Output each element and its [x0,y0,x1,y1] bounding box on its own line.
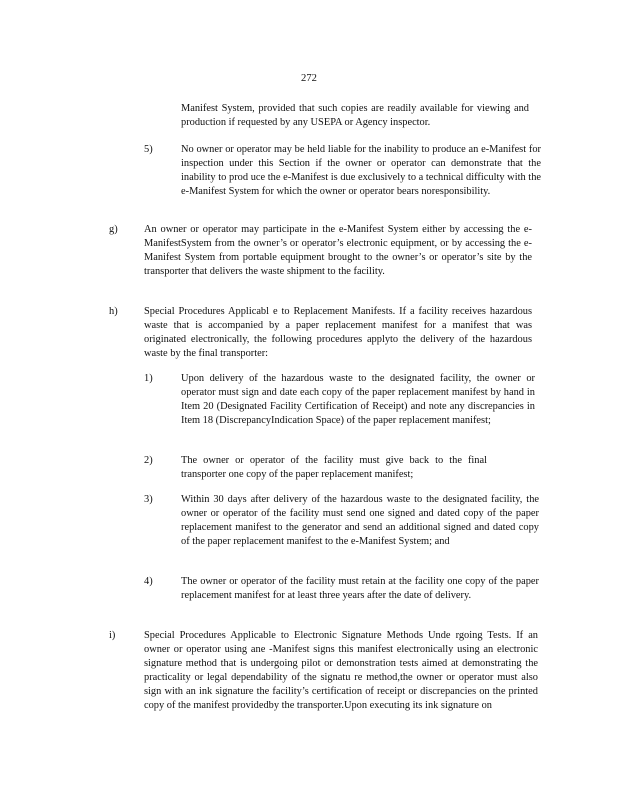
section-h-item-1-label: 1) [144,373,153,384]
section-g-label: g) [109,224,118,235]
section-h-item-3-label: 3) [144,494,153,505]
section-i-label: i) [109,630,116,641]
continuation-paragraph: Manifest System, provided that such copies are readily available for viewing and production if requested by any USEPA or Agency inspector. [181,103,529,128]
section-h-item-4-text: The owner or operator of the facility must retain at the facility one copy of the paper replacement manifest for at least three years after the date of delivery. [181,576,539,601]
section-h-item-2-text: The owner or operator of the facility must give back to the final transporter one copy of the paper replacement manifest; [181,455,487,480]
page-number: 272 [301,73,317,84]
section-i-text: Special Procedures Applicable to Electronic Signature Methods Unde rgoing Tests. If an owner or operator using ane -Manifest signs this manifest electronically using an electronic signature method that is undergoing pilot or demonstration tests aimed at demonstrating the practicality or legal dependability of the signatu re method,the owner or operator must also sign with an ink signature the facility’s certification of receipt or discrepancies on the printed copy of the manifest providedby the transporter.Upon executing its ink signature on [144,630,538,711]
section-h-item-1-text: Upon delivery of the hazardous waste to the designated facility, the owner or operator must sign and date each copy of the paper replacement manifest by hand in Item 20 (Designated Facility Certification of Receipt) and note any discrepancies in Item 18 (DiscrepancyIndication Space) of the paper replacement manifest; [181,373,535,426]
item-5-label: 5) [144,144,153,155]
item-5-text: No owner or operator may be held liable for the inability to produce an e-Manifest for inspection under this Section if the owner or operator can demonstrate that the inability to prod uce the e-Manifest is due exclusively to a technical difficulty with the e-Manifest System for which the owner or operator bears noresponsibility. [181,144,541,197]
section-g-text: An owner or operator may participate in the e-Manifest System either by accessing the e-ManifestSystem from the owner’s or operator’s electronic equipment, or by accessing the e-Manifest System from portable equipment brought to the owner’s or operator’s site by the transporter that delivers the waste shipment to the facility. [144,224,532,277]
section-h-item-2-label: 2) [144,455,153,466]
section-h-item-4-label: 4) [144,576,153,587]
section-h-item-3-text: Within 30 days after delivery of the hazardous waste to the designated facility, the owner or operator of the facility must send one signed and dated copy of the paper replacement manifest to the generator and send an additional signed and dated copy of the paper replacement manifest to the e-Manifest System; and [181,494,539,547]
section-h-text: Special Procedures Applicabl e to Replacement Manifests. If a facility receives hazardous waste that is accompanied by a paper replacement manifest for a manifest that was originated electronically, the following procedures applyto the delivery of the hazardous waste by the final transporter: [144,306,532,359]
section-h-label: h) [109,306,118,317]
